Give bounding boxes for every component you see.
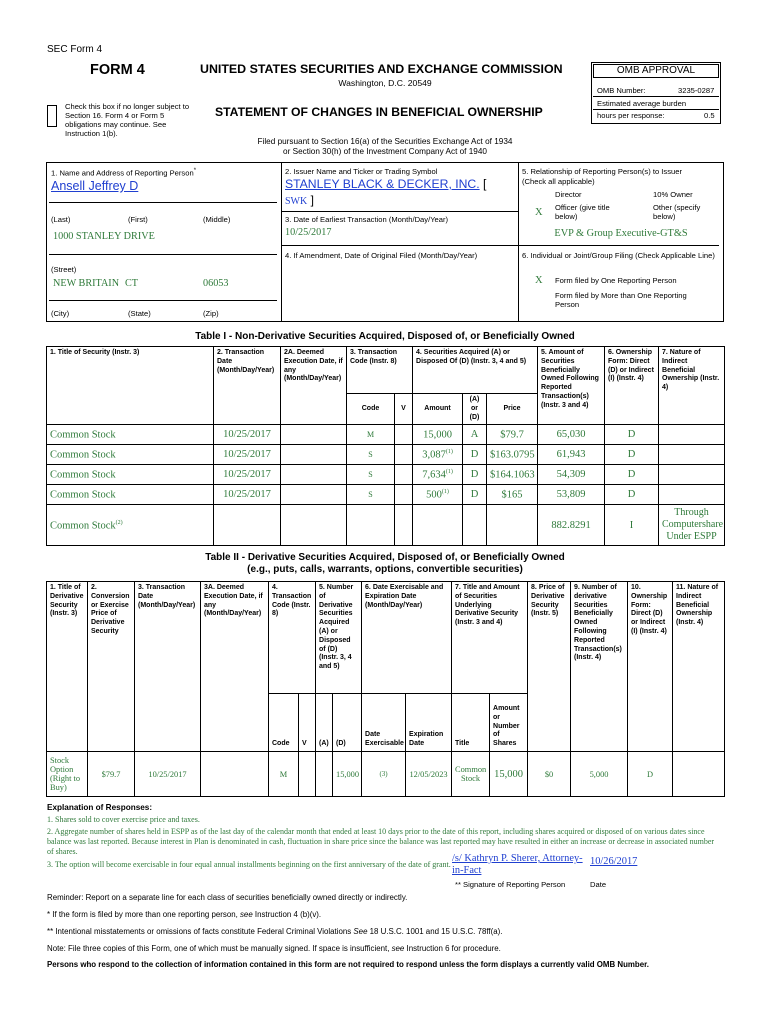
t1-h-code: 3. Transaction Code (Instr. 8) [347, 347, 413, 394]
signature-label: ** Signature of Reporting Person [455, 880, 566, 889]
t1-nature: Through Computershare Under ESPP [659, 505, 725, 546]
omb-title: OMB APPROVAL [593, 64, 719, 78]
t1-price [487, 505, 538, 546]
t2-h-date-ex: Date Exercisable [362, 694, 406, 752]
t1-nature [659, 465, 725, 485]
signature: /s/ Kathryn P. Sherer, Attorney-in-Fact [452, 853, 583, 876]
officer-label: Officer (give title below) [555, 203, 610, 221]
t1-form: I [605, 505, 659, 546]
t1-owned: 65,030 [538, 425, 605, 445]
omb-burden-label: Estimated average burden [597, 99, 687, 108]
t2-h-deemed: 3A. Deemed Execution Date, if any (Month/Day/Year) [201, 582, 269, 752]
t1-price: $164.1063 [487, 465, 538, 485]
derivative-table [46, 581, 725, 797]
t1-code: S [347, 465, 395, 485]
officer-check[interactable]: X [535, 207, 543, 218]
t1-form: D [605, 485, 659, 505]
t1-date: 10/25/2017 [214, 485, 281, 505]
explanation-heading: Explanation of Responses: [47, 803, 153, 812]
t2-h-date: 3. Transaction Date (Month/Day/Year) [135, 582, 201, 752]
officer-title: EVP & Group Executive-GT&S [554, 228, 688, 239]
table-row [47, 445, 725, 465]
earliest-transaction-date: 10/25/2017 [285, 227, 332, 238]
form-title: FORM 4 [90, 62, 145, 78]
t1-form: D [605, 445, 659, 465]
table-row [47, 425, 725, 445]
note-multiple: * If the form is filed by more than one reporting person, see Instruction 4 (b)(v). [47, 910, 322, 919]
t1-nature [659, 425, 725, 445]
t2-deemed [201, 752, 269, 797]
t2-h-v: V [299, 694, 316, 752]
t2-shares: 15,000 [490, 752, 528, 797]
t2-h-code-sub: Code [269, 694, 299, 752]
t2-utitle: Common Stock [452, 752, 490, 797]
t1-title: Common Stock$^{(2)}$ [47, 505, 214, 546]
filed-pursuant-2: or Section 30(h) of the Investment Company Act of 1940 [283, 147, 487, 156]
t1-amount: 500$^{(1)}$ [413, 485, 463, 505]
reporting-person-name[interactable]: Ansell Jeffrey D [51, 179, 139, 193]
t1-h-securities: 4. Securities Acquired (A) or Disposed Of (D) (Instr. 3, 4 and 5) [413, 347, 538, 394]
t2-h-title: 1. Title of Derivative Security (Instr. 3) [47, 582, 88, 752]
t1-date: 10/25/2017 [214, 445, 281, 465]
t2-h-form: 10. Ownership Form: Direct (D) or Indirect (I) (Instr. 4) [628, 582, 673, 752]
more-persons-label: Form filed by More than One Reporting Person [555, 291, 687, 309]
t1-title: Common Stock [47, 445, 214, 465]
ten-percent-owner-label: 10% Owner [653, 190, 693, 199]
t1-h-ad: (A) or (D) [463, 394, 487, 425]
omb-hours: 0.5 [704, 111, 715, 120]
t2-h-d: (D) [333, 694, 362, 752]
box5-sub: (Check all applicable) [522, 177, 595, 186]
t1-h-deemed: 2A. Deemed Execution Date, if any (Month/Day/Year) [281, 347, 347, 425]
omb-number-label: OMB Number: [597, 86, 646, 95]
t1-date [214, 505, 281, 546]
middle-label: (Middle) [203, 215, 231, 224]
table-row [47, 465, 725, 485]
note-misstatements: ** Intentional misstatements or omissions of facts constitute Federal Criminal Violations See 18 U.S.C. 1001 and 15 U.S.C. 78ff(a). [47, 927, 503, 936]
statement-title: STATEMENT OF CHANGES IN BENEFICIAL OWNERSHIP [215, 105, 543, 119]
t2-h-owned: 9. Number of derivative Securities Beneficially Owned Following Reported Transaction(s) (Instr. 4) [571, 582, 628, 752]
section16-checkbox-label: Check this box if no longer subject to Section 16. Form 4 or Form 5 obligations may continue. See Instruction 1(b). [65, 102, 190, 138]
issuer-line: STANLEY BLACK & DECKER, INC. [ [285, 177, 487, 191]
t1-owned: 61,943 [538, 445, 605, 465]
t2-h-underlying: 7. Title and Amount of Securities Underlying Derivative Security (Instr. 3 and 4) [452, 582, 528, 694]
t2-dprice: $0 [528, 752, 571, 797]
box2-label: 2. Issuer Name and Ticker or Trading Symbol [285, 167, 438, 176]
t1-form: D [605, 465, 659, 485]
t1-empty [395, 485, 413, 505]
t2-expiration: 12/05/2023 [406, 752, 452, 797]
t1-h-date: 2. Transaction Date (Month/Day/Year) [214, 347, 281, 425]
table-row [47, 752, 725, 797]
t1-empty [395, 505, 413, 546]
t2-date: 10/25/2017 [135, 752, 201, 797]
t1-ad: D [463, 445, 487, 465]
t2-h-a: (A) [316, 694, 333, 752]
explanation-2: 2. Aggregate number of shares held in ESPP as of the last day of the calendar month that ended at least 10 days prior to the date of this report, including shares acquired or disposed of on various dates since balance was last reported. Because interest in Plan is denominated in cash, fluctuation in share price since the balance was last reported may have resulted in either an increase or decrease in associated number of shares. [47, 827, 715, 856]
one-person-check[interactable]: X [535, 275, 543, 286]
t1-code: S [347, 445, 395, 465]
zip-label: (Zip) [203, 309, 219, 318]
t1-date: 10/25/2017 [214, 425, 281, 445]
sec-form-label: SEC Form 4 [47, 44, 103, 55]
director-label: Director [555, 190, 582, 199]
t2-h-exp: Expiration Date [406, 694, 452, 752]
box1-label: 1. Name and Address of Reporting Person* [51, 168, 197, 178]
t2-exercisable: (3) [362, 752, 406, 797]
city-value: NEW BRITAIN [53, 278, 120, 289]
t1-amount: 15,000 [413, 425, 463, 445]
t2-nature [673, 752, 725, 797]
omb-number: 3235-0287 [678, 86, 715, 95]
table2-title: Table II - Derivative Securities Acquired, Disposed of, or Beneficially Owned (e.g., puts, calls, warrants, options, convertible securities) [205, 552, 565, 575]
t1-h-amount: Amount [413, 394, 463, 425]
t1-h-v: V [395, 394, 413, 425]
t2-h-code: 4. Transaction Code (Instr. 8) [269, 582, 316, 694]
t1-empty [281, 485, 347, 505]
t1-owned: 54,309 [538, 465, 605, 485]
t1-empty [281, 445, 347, 465]
t2-h-utitle: Title [452, 694, 490, 752]
table-row [47, 485, 725, 505]
issuer-name[interactable]: STANLEY BLACK & DECKER, INC. [285, 177, 480, 191]
t2-h-exercisable: 6. Date Exercisable and Expiration Date (Month/Day/Year) [362, 582, 452, 694]
filed-pursuant-1: Filed pursuant to Section 16(a) of the Securities Exchange Act of 1934 [257, 137, 513, 146]
t1-form: D [605, 425, 659, 445]
t1-title: Common Stock [47, 465, 214, 485]
t1-empty [281, 465, 347, 485]
t1-h-price: Price [487, 394, 538, 425]
t2-h-shares: Amount or Number of Shares [490, 694, 528, 752]
box4-label: 4. If Amendment, Date of Original Filed (Month/Day/Year) [285, 251, 478, 260]
t2-owned: 5,000 [571, 752, 628, 797]
commission-title: UNITED STATES SECURITIES AND EXCHANGE COMMISSION [200, 62, 563, 76]
t1-h-code-sub: Code [347, 394, 395, 425]
t1-date: 10/25/2017 [214, 465, 281, 485]
t2-price: $79.7 [88, 752, 135, 797]
t1-nature [659, 485, 725, 505]
other-label: Other (specify below) [653, 203, 701, 221]
t1-ad: A [463, 425, 487, 445]
explanation-1: 1. Shares sold to cover exercise price and taxes. [47, 815, 200, 824]
t1-code [347, 505, 395, 546]
t2-code: M [269, 752, 299, 797]
t1-ad: D [463, 465, 487, 485]
note-copies: Note: File three copies of this Form, one of which must be manually signed. If space is insufficient, see Instruction 6 for procedure. [47, 944, 501, 953]
ticker-line: SWK ] [285, 193, 314, 207]
first-label: (First) [128, 215, 148, 224]
t1-amount: 3,087$^{(1)}$ [413, 445, 463, 465]
t1-empty [395, 465, 413, 485]
t1-amount: 7,634$^{(1)}$ [413, 465, 463, 485]
t1-code: M [347, 425, 395, 445]
t1-owned: 882.8291 [538, 505, 605, 546]
t1-amount [413, 505, 463, 546]
note-reminder: Reminder: Report on a separate line for each class of securities beneficially owned directly or indirectly. [47, 893, 408, 902]
t1-code: S [347, 485, 395, 505]
t1-h-nature: 7. Nature of Indirect Beneficial Ownership (Instr. 4) [659, 347, 725, 425]
one-person-label: Form filed by One Reporting Person [555, 276, 677, 285]
t2-h-price: 8. Price of Derivative Security (Instr. 5) [528, 582, 571, 752]
table-row [47, 505, 725, 546]
t2-d: 15,000 [333, 752, 362, 797]
t1-h-amount-owned: 5. Amount of Securities Beneficially Owned Following Reported Transaction(s) (Instr. 3 and 4) [538, 347, 605, 425]
ticker-symbol: SWK [285, 196, 308, 207]
box5-label: 5. Relationship of Reporting Person(s) to Issuer [522, 167, 682, 176]
t1-ad [463, 505, 487, 546]
box3-label: 3. Date of Earliest Transaction (Month/Day/Year) [285, 215, 449, 224]
t1-ad: D [463, 485, 487, 505]
box6-label: 6. Individual or Joint/Group Filing (Check Applicable Line) [522, 251, 715, 260]
t1-h-ownership-form: 6. Ownership Form: Direct (D) or Indirect (I) (Instr. 4) [605, 347, 659, 425]
explanation-3: 3. The option will become exercisable in four equal annual installments beginning on the first anniversary of the date of grant. [47, 860, 451, 869]
non-derivative-table [46, 346, 725, 546]
street-value: 1000 STANLEY DRIVE [53, 231, 155, 242]
omb-hours-label: hours per response: [597, 111, 665, 120]
t1-empty [395, 445, 413, 465]
state-value: CT [125, 278, 139, 289]
t1-title: Common Stock [47, 485, 214, 505]
t1-title: Common Stock [47, 425, 214, 445]
t2-a [316, 752, 333, 797]
zip-value: 06053 [203, 278, 229, 289]
t2-h-nature: 11. Nature of Indirect Beneficial Ownership (Instr. 4) [673, 582, 725, 752]
t2-form: D [628, 752, 673, 797]
state-label: (State) [128, 309, 151, 318]
t1-h-title: 1. Title of Security (Instr. 3) [47, 347, 214, 425]
t2-h-number: 5. Number of Derivative Securities Acquired (A) or Disposed of (D) (Instr. 3, 4 and 5) [316, 582, 362, 694]
t1-empty [281, 505, 347, 546]
date-label: Date [590, 880, 607, 889]
t1-price: $163.0795 [487, 445, 538, 465]
t1-owned: 53,809 [538, 485, 605, 505]
t1-nature [659, 445, 725, 465]
t1-price: $165 [487, 485, 538, 505]
note-omb: Persons who respond to the collection of information contained in this form are not required to respond unless the form displays a currently valid OMB Number. [47, 960, 649, 969]
commission-address: Washington, D.C. 20549 [338, 78, 432, 88]
last-label: (Last) [51, 215, 71, 224]
t1-empty [395, 425, 413, 445]
city-label: (City) [51, 309, 70, 318]
t2-title: Stock Option (Right to Buy) [47, 752, 88, 797]
t2-h-conversion: 2. Conversion or Exercise Price of Derivative Security [88, 582, 135, 752]
section16-checkbox[interactable] [47, 105, 57, 127]
table1-title: Table I - Non-Derivative Securities Acquired, Disposed of, or Beneficially Owned [195, 331, 575, 342]
street-label: (Street) [51, 265, 77, 274]
t1-price: $79.7 [487, 425, 538, 445]
t2-v [299, 752, 316, 797]
signature-date: 10/26/2017 [590, 856, 638, 867]
t1-empty [281, 425, 347, 445]
